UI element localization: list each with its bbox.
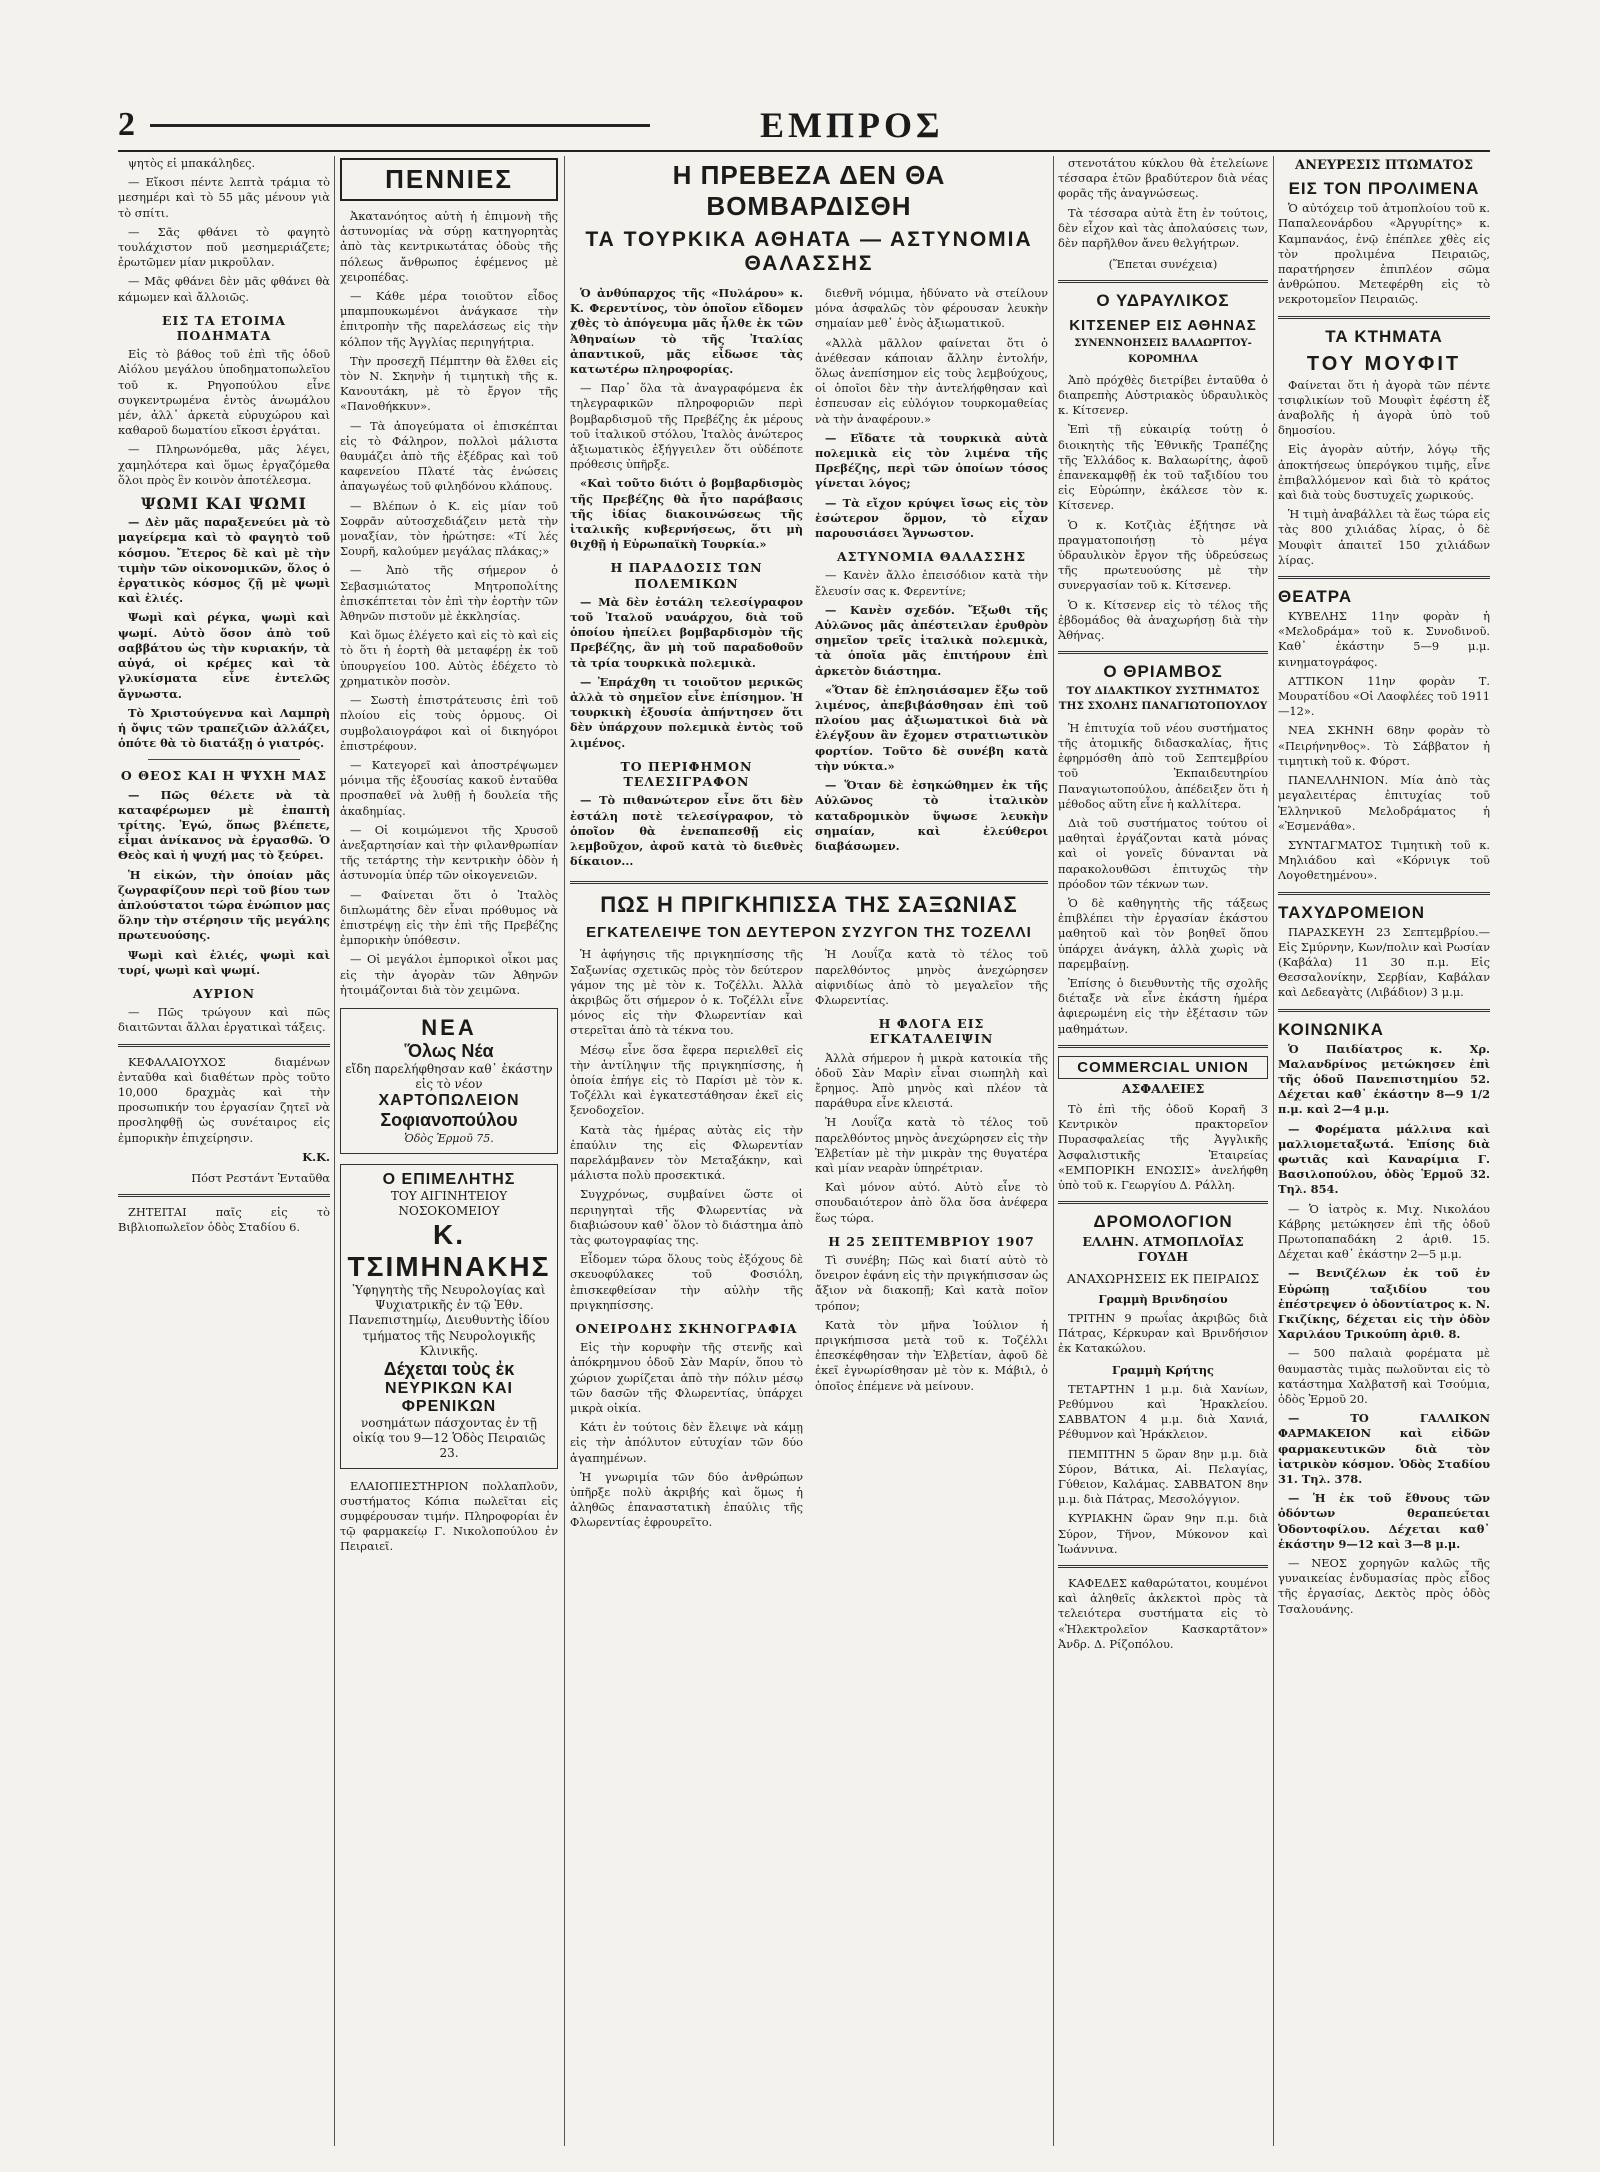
article-paragraph: Κατὰ τὰς ἡμέρας αὐτὰς εἰς τὴν ἐπαύλιν της εἰς Φλωρεντίαν παρελάμβανεν τὸν Μεταξάκην, καὶ μάλιστα πολὺ προσεκτικά. <box>570 1122 803 1183</box>
ad-line: Ὁδὸς Ἑρμοῦ 75. <box>404 1132 494 1146</box>
article-paragraph: Ὁ αὐτόχειρ τοῦ ἀτμοπλοίου τοῦ κ. Παπαλεονάρδου «Ἀργυρίτης» κ. Καμπανάος, ἐνῷ ἐπέπλεε χθὲς εἰς τὸν προλιμένα Πειραιῶς, παρατήρησεν ἐπιπλέον σῶμα ἀνθρώπου. Μετεφέρθη εἰς τὸ νεκροτομεῖον Πειραιῶς. <box>1278 201 1490 307</box>
section-headline: ΤΟΥ ΜΟΥΦΙΤ <box>1306 352 1462 375</box>
section-headline: ΤΑΧΥΔΡΟΜΕΙΟΝ <box>1278 902 1426 922</box>
article-paragraph: — Δὲν μᾶς παραξενεύει μὰ τὸ μαγείρεμα καὶ τὸ φαγητὸ τοῦ κόσμου. Ἔτερος δὲ καὶ μὲ τὴν τιμὴν τῶν οἰκονομικῶν, ὅλος ὁ ἐργατικὸς κόσμος ζῇ μὲ ψωμὶ καὶ ἐλιές. <box>118 515 330 606</box>
section-heading: Η ΠΑΡΑΔΟΣΙΣ ΤΩΝ ΠΟΛΕΜΙΚΩΝ <box>610 560 763 591</box>
article-paragraph: Φαίνεται ὅτι ἡ ἀγορὰ τῶν πέντε τσιφλικίων τοῦ Μουφὶτ ἐφέστη ἐξ ἀναβολῆς ἡ ἀγορὰ ὑπὸ τοῦ δημοσίου. <box>1278 377 1490 438</box>
section-heading: Ο ΘΕΟΣ ΚΑΙ Η ΨΥΧΗ ΜΑΣ <box>120 768 328 784</box>
article-paragraph: — Τὰ εἴχον κρύψει ἴσως εἰς τὸν ἐσώτερον ὅρμον, τὸ εἶχαν παρουσιάσει Ἄγνωστον. <box>815 495 1048 541</box>
article-paragraph: — Ὁ ἰατρὸς κ. Μιχ. Νικολάου Κάβρης μετώκησεν ἐπὶ τῆς ὁδοῦ Πρωτοπαπαδάκη 2 ἀριθ. 15. Δέχεται καθ᾽ ἑκάστην 2—5 μ.μ. <box>1278 1201 1490 1262</box>
divider <box>1278 316 1490 319</box>
article-paragraph: Ὁ ἀνθύπαρχος τῆς «Πυλάρου» κ. Κ. Φερεντίνος, τὸν ὁποῖον εἴδομεν χθὲς τὸ ἀπόγευμα μᾶς ἦλθε ἐκ τῶν Ἀθηναίων τὸ τῆς Ἰταλίας ἀπαντικοῦ, μᾶς εἶδωσε τὰς κατωτέρω πληροφορίας. <box>570 286 803 377</box>
section-headline: ΑΝΕΥΡΕΣΙΣ ΠΤΩΜΑΤΟΣ <box>1294 158 1474 173</box>
divider <box>1058 1201 1268 1204</box>
divider <box>118 1194 330 1197</box>
advertisement-stationery <box>340 1008 558 1154</box>
column-title-box: ΠΕΝΝΙΕΣ <box>340 158 558 201</box>
lead-story-left <box>570 286 803 873</box>
article-paragraph: Ἡ τιμὴ ἀναβάλλει τὰ ἕως τώρα εἰς τὰς 800 χιλιάδας λίρας, ὁ δὲ Μουφὶτ ἀπαιτεῖ 150 χιλιάδων λίρας. <box>1278 507 1490 567</box>
section-headline: ΘΕΑΤΡΑ <box>1278 587 1353 607</box>
article-paragraph: ΑΤΤΙΚΟΝ 11ην φορὰν Τ. Μουρατίδου «Οἱ Λαοφλέες τοῦ 1911—12». <box>1278 673 1490 719</box>
classified-ad: ΕΛΑΙΟΠΙΕΣΤΗΡΙΟΝ πολλαπλοῦν, συστήματος Κόπια πωλεῖται εἰς συμφέρουσαν τιμήν. Πληροφορίαι ἐν τῷ φαρμακείῳ Γ. Νικολοπούλου ἐν Πειραιεῖ. <box>340 1478 558 1554</box>
article-paragraph: Ἀπὸ πρόχθὲς διετρίβει ἐνταῦθα ὁ διαπρεπὴς Αὐστριακὸς ὑδραυλικὸς κ. Κίτσενερ. <box>1058 372 1268 418</box>
article-paragraph: Ψωμὶ καὶ ἐλιές, ψωμὶ καὶ τυρί, ψωμὶ καὶ ψωμί. <box>118 947 330 977</box>
article-paragraph: Ὁ Παιδίατρος κ. Χρ. Μαλανδρίνος μετώκησεν ἐπὶ τῆς ὁδοῦ Πανεπιστημίου 52. Δέχεται καθ᾽ ἑκάστην 8—9 1/2 π.μ. καὶ 2—4 μ.μ. <box>1278 1041 1490 1117</box>
divider <box>1278 892 1490 895</box>
article-paragraph: Ἡ Λουΐζα κατὰ τὸ τέλος τοῦ παρελθόντος μηνὸς ἀνεχώρησεν εἰς τὴν Ἑλβετίαν μὲ τὴν μικρὰν της θυγατέρα καὶ μίαν νεαρὰν ὑπηρέτριαν. <box>815 1115 1048 1175</box>
article-paragraph: Τὶ συνέβη; Πῶς καὶ διατί αὐτὸ τὸ ὄνειρον ἐφάνη εἰς τὴν πριγκήπισσαν ὡς ἄξιον νὰ διακοπῇ; Καὶ κατὰ ποῖον τρόπον; <box>815 1252 1048 1313</box>
article-paragraph: — Ὅταν δὲ ἐσηκώθημεν ἐκ τῆς Αὐλῶνος τὸ ἰταλικὸν καταδρομικὸν ὕψωσε λευκὴν σημαίαν, καὶ ἐλεύθεροι διαβάσωμεν. <box>815 778 1048 853</box>
article-paragraph: — Κάθε μέρα τοιοῦτον εἶδος μπαμπουκωμένοι ἀνάγκασε τὴν ἐπιτροπὴν τῆς παρελάσεως εἰς τὴν κόλπον τῆς Ἀγγλίας περιηγήτρια. <box>340 289 558 349</box>
divider <box>148 759 300 760</box>
main-subheadline: ΤΑ ΤΟΥΡΚΙΚΑ ΑΘΗΑΤΑ — ΑΣΤΥΝΟΜΙΑ ΘΑΛΑΣΣΗΣ <box>585 228 1033 275</box>
article-paragraph: «Ὅταν δὲ ἐπλησιάσαμεν ἔξω τοῦ λιμένος, ἀπεβιβάσθησαν ἐπὶ τοῦ πλοίου μας ἀξιωματικοὶ διὰ νὰ ἐλέγξουν ἂν ἔχομεν στρατιωτικὸν φορτίον. Τοῦτο δὲ συνέβη κατὰ τὴν νύκτα.» <box>815 682 1048 773</box>
second-story-left <box>570 947 803 1534</box>
divider <box>118 1044 330 1047</box>
article-paragraph: — Πῶς τρώγουν καὶ πῶς διαιτῶνται ἄλλαι ἐργατικαὶ τάξεις. <box>118 1005 330 1035</box>
column-divider <box>1053 156 1054 2146</box>
article-paragraph: Ὁ κ. Κοτζιὰς ἐξήτησε νὰ πραγματοποιήσῃ τὸ μέγα ὑδραυλικὸν ἔργον τῆς ὑδρεύσεως τῆς πρωτευούσης μὲ τὴν συνεργασίαν τοῦ κ. Κίτσενερ. <box>1058 517 1268 593</box>
article-paragraph: — ΝΕΟΣ χορηγῶν καλῶς τῆς γυναικείας ἐνδυμασίας πρὸς εἶδος τῆς ἐργασίας, Δεκτὸς πρὸς ὁδὸς Τσαλουάνης. <box>1278 1556 1490 1616</box>
article-paragraph: Εἰς τὸ βάθος τοῦ ἐπὶ τῆς ὁδοῦ Αἰόλου μεγάλου ὑποδηματοπωλεῖου τοῦ κ. Ρηγοπούλου εἶνε συγκεντρωμένα ἐντὸς ἀνωμάλου μέν, ἀλλ᾽ ἀρκετὰ εὐρυχώρου καὶ καθαροῦ δωματίου εἴκοσι ἐργάται. <box>118 347 330 438</box>
ad-line: ΧΑΡΤΟΠΩΛΕΙΟΝ <box>378 1092 520 1110</box>
column-4 <box>1058 156 1268 2146</box>
second-headline: ΠΩΣ Η ΠΡΙΓΚΗΠΙΣΣΑ ΤΗΣ ΣΑΞΩΝΙΑΣ <box>600 892 1018 918</box>
divider <box>1058 280 1268 283</box>
article-paragraph: — Πληρωνόμεθα, μᾶς λέγει, χαμηλότερα καὶ ὅμως ἐργαζόμεθα ὅλοι πρὸς ἓν κοινὸν ἀποτέλεσμα. <box>118 442 330 487</box>
article-paragraph: — Κατεγορεῖ καὶ ἀποστρέψωμεν μόνιμα τῆς ἐξουσίας κακοῦ ἐνταῦθα προσπαθεῖ νὰ λυθῇ ἡ δουλεία τῆς ἀκαδημίας. <box>340 757 558 818</box>
article-paragraph: Τὸ ἐπὶ τῆς ὁδοῦ Κοραῆ 3 Κεντρικὸν πρακτορεῖον Πυρασφαλείας τῆς Ἀγγλικῆς Ἀσφαλιστικῆς Ἑταιρείας «ΕΜΠΟΡΙΚΗ ΕΝΩΣΙΣ» ἀνελήφθη ὑπὸ τοῦ κ. Γεωργίου Δ. Ράλλη. <box>1058 1101 1268 1192</box>
divider <box>1058 1045 1268 1048</box>
article-paragraph: — Σωστὴ ἐπιστράτευσις ἐπὶ τοῦ πλοίου εἰς τοὺς ὁρμους. Οἱ συμβολαιογράφοι καὶ οἱ δικηγόροι ἐπιστρέφουν. <box>340 693 558 753</box>
masthead-title: ΕΜΠΡΟΣ <box>760 105 944 145</box>
article-paragraph: Ἡ ἐπιτυχία τοῦ νέου συστήματος τῆς ἀτομικῆς διδασκαλίας, ἥτις ἐφηρμόσθη ἀπὸ τοῦ Σεπτεμβρίου τοῦ Ἐκπαιδευτηρίου Παναγιωτοπούλου, ἀπέδειξεν ὅτι ἡ μέθοδος αὕτη εἶνε ἡ καλλίτερα. <box>1058 720 1268 811</box>
column-2 <box>340 156 558 2146</box>
column-1 <box>118 156 330 2146</box>
section-subheadline: ΑΝΑΧΩΡΗΣΕΙΣ ΕΚ ΠΕΙΡΑΙΩΣ <box>1066 1270 1260 1286</box>
ad-line: εἴδη παρελήφθησαν καθ᾽ ἑκάστην εἰς τὸ νέον <box>345 1061 553 1092</box>
column-5 <box>1278 156 1490 2146</box>
article-paragraph: — Σᾶς φθάνει τὸ φαγητὸ τουλάχιστον ποῦ μεσημεριάζετε; ἐρωτῶμεν μίαν μικροῦλαν. <box>118 224 330 270</box>
section-heading: ΤΟ ΠΕΡΙΦΗΜΟΝ ΤΕΛΕΣΙΓΡΑΦΟΝ <box>620 758 753 790</box>
classified-ad: ΚΑΦΕΔΕΣ καθαρώτατοι, κουμένοι καὶ ἀληθεῖς ἀκλεκτοὶ πρὸς τὰ τελειότερα συστήματα εἰς τὸ «Ἠλεκτρολεῖον Κασκαρτᾶτον» Ἀνδρ. Δ. Ρίζοπόλου. <box>1058 1576 1268 1651</box>
divider <box>1058 1565 1268 1568</box>
column-divider <box>564 156 565 2146</box>
section-headline: ΚΙΤΣΕΝΕΡ ΕΙΣ ΑΘΗΝΑΣ <box>1069 317 1257 335</box>
section-heading: Η ΦΛΟΓΑ ΕΙΣ ΕΓΚΑΤΑΛΕΙΨΙΝ <box>869 1016 994 1047</box>
article-paragraph: ΠΑΡΑΣΚΕΥΗ 23 Σεπτεμβρίου.—Εἰς Σμύρνην, Κων/πολιν καὶ Ρωσίαν (Καβάλα) 11 30 π.μ. Εἰς Θεσσαλονίκην, Σερβίαν, Καβάλαν καὶ Δεδεαγὰτς (Λιβάδιον) 3 μ.μ. <box>1278 924 1490 1000</box>
route-heading: Γραμμὴ Κρήτης <box>1112 1362 1214 1377</box>
header-rule <box>118 150 1490 152</box>
divider <box>1278 576 1490 579</box>
article-paragraph: — Βλέπων ὁ Κ. εἰς μίαν τοῦ Σοφρᾶν αὐτοσχεδιάζειν μετὰ τὴν μοναξίαν, τὸν ἠρώτησε: «Τί λές Σουρῆ, καλούμεν μεγάλας πλάκας;» <box>340 498 558 559</box>
article-paragraph: — Εἴκοσι πέντε λεπτὰ τράμια τὸ μεσημέρι καὶ τὸ 55 μᾶς μένουν γιὰ τὸ σπίτι. <box>118 175 330 220</box>
article-paragraph: — Φορέματα μάλλινα καὶ μαλλιομεταξωτά. Ἐπίσης διὰ φωτιᾶς καὶ Καναρίμια Γ. Βασιλοπούλου, ὁδὸς Ἑρμοῦ 32. Τηλ. 854. <box>1278 1121 1490 1197</box>
article-paragraph: Κάτι ἐν τούτοις δὲν ἔλειψε νὰ κάμῃ εἰς τὴν ἀπόλυτον εὐτυχίαν τῶν δύο ἀγαπημένων. <box>570 1420 803 1465</box>
article-paragraph: «Ἀλλὰ μᾶλλον φαίνεται ὅτι ὁ ἀνέθεσαν κάποιαν ἄλλην ἐντολήν, ὅλως ἀνεπίσημον εἰς τοὺς λεμβούχους, οἱ ὁποῖοι δὲν τὴν ἀντελήφθησαν καὶ ἐσπευσαν εἰς εὐλόγιον τουρκομαθείας νὰ τὴν ἀναφέρουν.» <box>815 335 1048 426</box>
ad-heading: Ο ΕΠΙΜΕΛΗΤΗΣ <box>382 1170 516 1188</box>
article-paragraph: — Οἱ κοιμώμενοι τῆς Χρυσοῦ ἀνεξαρτησίαν καὶ τὴν φιλανθρωπίαν τῆς τετάρτης τὴν κεντρικὴν ὁδὸν ἡ ἀστυνομία ὑπέρ τῶν οἰκογενειῶν. <box>340 822 558 883</box>
article-paragraph: Εἰς τὴν κορυφὴν τῆς στενῆς καὶ ἀπόκρημνου ὁδοῦ Σὰν Μαρίν, ὅπου τὸ χώριον χωρίζεται ἀπὸ τὴν πόλιν μέσῳ τῶν δασῶν τῆς Φλωρεντίας, ὑπάρχει μικρὰ οἰκία. <box>570 1340 803 1415</box>
article-paragraph: — Βενιζέλων ἐκ τοῦ ἐν Εὐρώπῃ ταξιδίου του ἐπέστρεψεν ὁ ὀδοντίατρος κ. Ν. Γκιζίκης, δέχεται εἰς τὴν ὁδὸν Χαριλάου Τρικούπη ἀριθ. 8. <box>1278 1266 1490 1342</box>
section-headline: ΕΙΣ ΤΟΝ ΠΡΟΛΙΜΕΝΑ <box>1288 179 1480 199</box>
article-paragraph: — Φαίνεται ὅτι ὁ Ἰταλὸς διπλωμάτης δὲν εἶναι πρόθυμος νὰ ἐπιστρέψῃ εἰς τὴν ἐπὶ τῆς Πρεβέζης ἐμπορικὴν ὑπόθεσιν. <box>340 887 558 948</box>
article-paragraph: Καὶ ὅμως ἐλέγετο καὶ εἰς τὸ καὶ εἰς τὸ ὅτι ἡ ἑορτὴ θὰ μεταφέρῃ ἐκ τοῦ ὑπουργείου 100. Αὐτὸς ἐδέχετο τὸ χρηματικὸν ποσὸν. <box>340 628 558 688</box>
lead-story-right <box>815 286 1048 873</box>
article-paragraph: Ἡ ἀφήγησις τῆς πριγκηπίσσης τῆς Σαξωνίας σχετικῶς πρὸς τὸν δεύτερον γάμον της μὲ τὸν κ. Τοζέλλι. Ἀλλὰ ἀκριβῶς ὅτι σήμερον ὁ κ. Τοζέλλι εἶνε μόνος εἰς τὴν Φλωρεντίαν καὶ στερεῖται ἀπὸ τὰ τέκνα του. <box>570 947 803 1038</box>
section-heading: ΑΣΤΥΝΟΜΙΑ ΘΑΛΑΣΣΗΣ <box>836 549 1027 565</box>
section-heading: ΟΝΕΙΡΟΔΗΣ ΣΚΗΝΟΓΡΑΦΙΑ <box>575 1320 798 1336</box>
section-heading: ΨΩΜΙ ΚΑΙ ΨΩΜΙ <box>140 494 308 514</box>
section-heading: Η 25 ΣΕΠΤΕΜΒΡΙΟΥ 1907 <box>828 1233 1035 1249</box>
section-subheadline: ΕΛΛΗΝ. ΑΤΜΟΠΛΟΪΑΣ ΓΟΥΔΗ <box>1082 1234 1244 1265</box>
column-divider <box>334 156 335 2146</box>
article-paragraph: — Παρ᾽ ὅλα τὰ ἀναγραφόμενα ἐκ τηλεγραφικῶν πληροφοριῶν περὶ βομβαρδισμοῦ τῆς Πρεβέζης ἐκ μέρους τοῦ ἰταλικοῦ στόλου, Ἰταλὸς ἀνώτερος ἀξιωματικὸς ἐξήγγειλεν ὅτι οὐδέποτε πρόθεσις ὑπῆρξε. <box>570 381 803 472</box>
article-paragraph: — Μᾶς φθάνει δὲν μᾶς φθάνει θὰ κάμωμεν καὶ ἄλλοιῶς. <box>118 274 330 304</box>
article-paragraph: — Ἡ ἐκ τοῦ ἔθνους τῶν ὀδόντων θεραπεύεται Ὀδοντοφίλου. Δέχεται καθ᾽ ἑκάστην 9—12 καὶ 3—8 μ.μ. <box>1278 1491 1490 1551</box>
section-headline: Ο ΘΡΙΑΜΒΟΣ <box>1103 662 1223 682</box>
article-paragraph: Ψωμὶ καὶ ρέγκα, ψωμὶ καὶ ψωμί. Αὐτὸ ὅσον ἀπὸ τοῦ σαββάτου ὡς τὴν κυριακήν, τὰ αὐγά, οἱ κρέμες καὶ τὰ γλυκίσματα εἶνε ἐντελῶς ἄγνωστα. <box>118 610 330 701</box>
main-headline: Η ΠΡΕΒΕΖΑ ΔΕΝ ΘΑ ΒΟΜΒΑΡΔΙΣΘΗ <box>672 160 946 221</box>
article-paragraph: — Κανὲν σχεδόν. Ἔξωθι τῆς Αὐλῶνος μᾶς ἀπέστειλαν ἐρυθρὸν σημεῖον τρεῖς ἰταλικὰ πολεμικὰ, τὰ ὁποῖα μᾶς ἐπιτήρουν ἐπὶ ἀρκετὸν διάστημα. <box>815 602 1048 678</box>
section-subheadline: ΑΣΦΑΛΕΙΕΣ <box>1121 1080 1205 1096</box>
classified-ad: ΚΕΦΑΛΑΙΟΥΧΟΣ διαμένων ἐνταῦθα καὶ διαθέτων πρὸς τοῦτο 10,000 δραχμὰς καὶ τὴν προσωπικήν του ἐργασίαν ζητεῖ νὰ προσληφθῇ ὡς συνέταιρος εἰς ἐμπορικὴν ἐπιχείρησιν. <box>118 1054 330 1145</box>
article-paragraph: — Οἱ μεγάλοι ἐμπορικοὶ οἶκοι μας εἰς τὴν ἀγορὰν τῶν Ἀθηνῶν ἡτοιμάζονται διὰ τὸν χειμῶνα. <box>340 952 558 997</box>
divider <box>1058 651 1268 654</box>
column-divider <box>1273 156 1274 2146</box>
section-subheadline: ΣΥΝΕΝΝΟΗΣΕΙΣ ΒΑΛΑΩΡΙΤΟΥ-ΚΟΡΟΜΗΛΑ <box>1074 338 1252 365</box>
second-subheadline: ΕΓΚΑΤΕΛΕΙΨΕ ΤΟΝ ΔΕΥΤΕΡΟΝ ΣΥΖΥΓΟΝ ΤΗΣ ΤΟΖΕΛΛΙ <box>586 924 1032 942</box>
section-subheadline: ΤΟΥ ΔΙΔΑΚΤΙΚΟΥ ΣΥΣΤΗΜΑΤΟΣ ΤΗΣ ΣΧΟΛΗΣ ΠΑΝΑΓΙΩΤΟΠΟΥΛΟΥ <box>1058 685 1268 713</box>
article-paragraph: — 500 παλαιὰ φορέματα μὲ θαυμαστὰς τιμὰς πωλοῦνται εἰς τὸ κατάστημα Χαλβατσῆ καὶ Τσούμια, ὁδὸς Ἑρμοῦ 20. <box>1278 1346 1490 1406</box>
article-paragraph: ΣΥΝΤΑΓΜΑΤΟΣ Τιμητικὴ τοῦ κ. Μηλιάδου καὶ «Κόρνιγκ τοῦ Λογοθετημένου». <box>1278 837 1490 883</box>
lead-story-body <box>570 286 1048 873</box>
ad-heading: ΝΕΑ <box>421 1014 477 1040</box>
article-paragraph: Ἐπίσης ὁ διευθυντὴς τῆς σχολῆς διέταξε νὰ εἶνε ἑκάστη ἡμέρα ἀφιερωμένη εἰς τὴν ἐξέτασιν τῶν μαθημάτων. <box>1058 975 1268 1036</box>
divider <box>1278 1009 1490 1012</box>
ad-signature: Κ.Κ. <box>302 1149 330 1164</box>
article-paragraph: Ὁ δὲ καθηγητὴς τῆς τάξεως ἐπιβλέπει τὴν ἐργασίαν ἑκάστου μαθητοῦ καὶ τὸν βοηθεῖ ὅπου ὑπάρχει ἀνάγκη, ἀλλὰ χωρὶς νὰ παρεμβαίνῃ. <box>1058 895 1268 971</box>
ad-line: Δέχεται τοὺς ἐκ <box>383 1358 515 1379</box>
article-paragraph: Τὰ τέσσαρα αὐτὰ ἔτη ἐν τούτοις, δὲν εἶχον καὶ τὰς ἀπολαύσεις των, δὲν παρῆλθον ἄνευ θελγήτρων. <box>1058 205 1268 251</box>
page-number: 2 <box>118 106 135 143</box>
ad-line: νοσημάτων πάσχοντας ἐν τῇ οἰκίᾳ του 9—12 Ὁδὸς Πειραιῶς 23. <box>352 1415 546 1461</box>
article-paragraph: Συγχρόνως, συμβαίνει ὥστε οἱ περιηγηταὶ τῆς Φλωρεντίας νὰ διαβιώσουν καθ᾽ ὅλον τὸ διάστημα ἀπὸ τὰς φωτογραφίας της. <box>570 1187 803 1247</box>
article-paragraph: Εἰς ἀγορὰν αὐτήν, λόγῳ τῆς ἀποκτήσεως ὑπερόγκου τιμῆς, εἶνε ἐπιβαλλόμενον καὶ διὰ τὸ κράτος καὶ διὰ τοὺς δυστυχεῖς χωρικούς. <box>1278 442 1490 503</box>
ad-line: ΝΕΥΡΙΚΩΝ ΚΑΙ ΦΡΕΝΙΚΩΝ <box>385 1379 513 1415</box>
article-paragraph: ΠΑΝΕΛΛΗΝΙΟΝ. Μία ἀπὸ τὰς μεγαλειτέρας ἐπιτυχίας τοῦ Ἑλληνικοῦ Μελοδράματος ἡ «Ἐσμενάθα». <box>1278 773 1490 833</box>
article-paragraph: ΠΕΜΠΤΗΝ 5 ὥραν 8ην μ.μ. διὰ Σύρον, Βάτικα, Αἰ. Πελαγίας, Γύθειον, Καλάμας. ΣΑΒΒΑΤΟΝ 8ην μ.μ. διὰ Πάτρας, Μεσολόγγιον. <box>1058 1446 1268 1507</box>
ad-line: ΤΟΥ ΑΙΓΙΝΗΤΕΙΟΥ ΝΟΣΟΚΟΜΕΙΟΥ <box>390 1188 508 1218</box>
section-heading: ΑΥΡΙΟΝ <box>192 985 256 1001</box>
article-paragraph: Καὶ μόνον αὐτό. Αὐτὸ εἶνε τὸ σπουδαιότερον ἀπὸ ὅλα ὅσα ἀνέφερα ἕως τώρα. <box>815 1180 1048 1225</box>
classified-ad: ΖΗΤΕΙΤΑΙ παῖς εἰς τὸ Βιβλιοπωλεῖον ὁδὸς Σταδίου 6. <box>118 1205 330 1235</box>
ad-line: Σοφιανοπούλου <box>380 1110 518 1131</box>
article-paragraph: — Ἀπὸ τῆς σήμερον ὁ Σεβασμιώτατος Μητροπολίτης ἐπισκέπτεται τὸν ἐπὶ τὴν ἑορτὴν τῶν Ἀθηνῶν πιστοῦν μὲ ἐκκλησίας. <box>340 563 558 624</box>
article-paragraph: Μέσῳ εἶνε ὅσα ἔφερα περιελθεῖ εἰς τὴν ἀντίληψιν τῆς πριγκηπίσσης, ἡ ὁποία ἐπήγε εἰς τὸ Παρίσι μὲ τὸν κ. Τοζέλλι καὶ ἐγκατεστάθησαν ἐκεῖ εἰς ξενοδοχεῖον. <box>570 1042 803 1118</box>
article-paragraph: — ΤΟ ΓΑΛΛΙΚΟΝ ΦΑΡΜΑΚΕΙΟΝ καὶ εἰδῶν φαρμακευτικῶν διὰ τὸν ἰατρικὸν κόσμον. Ὁδὸς Σταδίου 31. Τηλ. 378. <box>1278 1411 1490 1487</box>
section-headline: ΚΟΙΝΩΝΙΚΑ <box>1278 1019 1384 1039</box>
article-paragraph: — Ἐπράχθη τι τοιοῦτον μερικῶς ἀλλὰ τὸ σημεῖον εἶνε ἐπίσημον. Ἡ τουρκικὴ ἐξουσία ἀπήντησεν ὅτι δὲν ὑπάρχουν πολεμικὰ ἐντὸς τοῦ λιμένος. <box>570 674 803 750</box>
article-paragraph: Ὁ κ. Κίτσενερ εἰς τὸ τέλος τῆς ἐβδομάδος θὰ ἀναχωρήσῃ διὰ τὴν Ἀθήνας. <box>1058 597 1268 643</box>
divider <box>570 881 1048 884</box>
article-paragraph: — Εἴδατε τὰ τουρκικὰ αὐτὰ πολεμικὰ εἰς τὸν λιμένα τῆς Πρεβέζης, περὶ τῶν ὁποίων τόσος γίνεται λόγος; <box>815 430 1048 491</box>
advertisement-doctor <box>340 1164 558 1469</box>
article-paragraph: — Πῶς θέλετε νὰ τὰ καταφέρωμεν μὲ ἐπαπτὴ τρίτης. Ἐγώ, ὅπως βλέπετε, εἶμαι ἀνίκανος νὰ ἐργασθῶ. Ὁ Θεὸς καὶ ἡ ψυχή μας τὸ ξεύρει. <box>118 787 330 863</box>
section-headline: Ο ΥΔΡΑΥΛΙΚΟΣ <box>1096 291 1230 311</box>
article-paragraph: Ἀκατανόητος αὐτὴ ἡ ἐπιμονὴ τῆς ἀστυνομίας νὰ σύρῃ κατηγορητὰς ἀπὸ τὰς κεντρικωτάτας ὁδοὺς τῆς πόλεως ἄνθρωπος ἐφέμενος μὲ χειροπέδας. <box>340 209 558 284</box>
ad-line: Ὅλως Νέα <box>404 1040 494 1061</box>
article-paragraph: ΝΕΑ ΣΚΗΝΗ 68ην φορὰν τὸ «Πειρήνηνθος». Τὸ Σάββατον ἡ τιμητικὴ τοῦ κ. Φύρστ. <box>1278 723 1490 768</box>
article-paragraph: ΤΕΤΑΡΤΗΝ 1 μ.μ. διὰ Χανίων, Ρεθύμνου καὶ Ἡρακλείου. ΣΑΒΒΑΤΟΝ 4 μ.μ. διὰ Χανιά, Ρέθυμνον καὶ Ἡράκλειον. <box>1058 1381 1268 1442</box>
article-paragraph: διεθνῆ νόμιμα, ἠδύνατο νὰ στείλουν μόνα ἀσφαλῶς τὸν φέρουσαν λευκὴν σημαίαν μεθ᾽ ἑνὸς ἀξιωματικοῦ. <box>815 286 1048 331</box>
article-paragraph: «Καὶ τοῦτο διότι ὁ βομβαρδισμὸς τῆς Πρεβέζης θὰ ἦτο παράβασις τῆς ἰδίας διακοινώσεως τῆς ἰταλικῆς κυβερνήσεως, ὅτι μὴ θιχθῇ ἡ Εὐρωπαϊκὴ Τουρκία.» <box>570 476 803 552</box>
ad-address: Πόστ Ρεστάντ Ἐνταῦθα <box>191 1170 330 1185</box>
article-paragraph: Ἡ Λουΐζα κατὰ τὸ τέλος τοῦ παρελθόντος μηνὸς ἀνεχώρησεν αἰφνιδίως ἀπὸ τὸ μεγαλεῖον τῆς Φλωρεντίας. <box>815 947 1048 1007</box>
second-story-body <box>570 947 1048 1534</box>
second-story-right <box>815 947 1048 1534</box>
article-paragraph: Ἀλλὰ σήμερον ἡ μικρὰ κατοικία τῆς ὁδοῦ Σὰν Μαρὶν εἶναι σιωπηλὴ καὶ ἔρημος. Ἀπὸ μηνὸς καὶ πλέον τὰ παράθυρα εἶνε κλειστά. <box>815 1050 1048 1111</box>
article-paragraph: Εἶδομεν τώρα ὅλους τοὺς ἐξόχους δὲ σκευοφύλακες τοῦ Φοσιόλη, ἐπισκεφθείσαν τὴν αὐλὴν τῆς πριγκηπίσσης. <box>570 1252 803 1312</box>
article-paragraph: ΤΡΙΤΗΝ 9 πρωΐας ἀκριβῶς διὰ Πάτρας, Κέρκυραν καὶ Βρινδήσιον ἐκ Κατακώλου. <box>1058 1310 1268 1356</box>
article-paragraph: — Κανὲν ἄλλο ἐπεισόδιον κατὰ τὴν ἔλευσίν σας κ. Φερεντίνε; <box>815 568 1048 598</box>
continued-note: (Ἕπεται συνέχεια) <box>1108 257 1218 272</box>
column-3-lead-story <box>570 156 1048 2146</box>
article-paragraph: — Τὸ πιθανώτερον εἶνε ὅτι δὲν ἐστάλη ποτὲ τελεσίγραφον, τὸ ὁποῖον θὰ ἐνεπαπεσθῇ εἰς λεμβοῦχον, ἀφοῦ κατὰ τὸ διεθνὲς δίκαιον... <box>570 793 803 869</box>
article-paragraph: Ἐπὶ τῇ εὐκαιρίᾳ τούτῃ ὁ διοικητὴς τῆς Ἐθνικῆς Τραπέζης τῆς Ἑλλάδος κ. Βαλαωρίτης, ἀφοῦ ἐπανεκαμφθῇ ἐκ τοῦ ταξιδίου του εἰς Εὐρώπην, ἐκάλεσε τὸν κ. Κίτσενερ. <box>1058 422 1268 513</box>
section-headline: COMMERCIAL UNION <box>1058 1056 1268 1079</box>
article-paragraph: Τὴν προσεχῆ Πέμπτην θὰ ἔλθει εἰς τὸν Ν. Σκηνὴν ἡ τιμητικὴ τῆς κ. Κανουτάκη, μὲ τὸ ἔργον τῆς «Πανοθήκκυν». <box>340 353 558 414</box>
article-paragraph: ΚΥΡΙΑΚΗΝ ὥραν 9ην π.μ. διὰ Σύρον, Τῆνον, Μύκονον καὶ Ἰωάννινα. <box>1058 1511 1268 1556</box>
section-headline: ΤΑ ΚΤΗΜΑΤΑ <box>1325 326 1443 346</box>
section-headline: ΔΡΟΜΟΛΟΓΙΟΝ <box>1093 1212 1233 1232</box>
article-paragraph: Ἡ εἰκών, τὴν ὁποίαν μᾶς ζωγραφίζουν περὶ τοῦ βίου των ἀπλούστατοι τώρα ἐνώπιον μας ὅλην τὴν στέρησιν τῆς μεγάλης πρωτευούσης. <box>118 867 330 943</box>
ad-line: Ὑφηγητὴς τῆς Νευρολογίας καὶ Ψυχιατρικῆς ἐν τῷ Ἐθν. Πανεπιστημίῳ, Διευθυντὴς ἰδίου τμήματος τῆς Νευρολογικῆς Κλινικῆς. <box>348 1282 550 1358</box>
route-heading: Γραμμὴ Βρινδησίου <box>1098 1291 1228 1306</box>
article-paragraph: — Μὰ δὲν ἐστάλη τελεσίγραφον τοῦ Ἰταλοῦ ναυάρχου, διὰ τοῦ ὁποίου ἠπείλει βομβαρδισμὸν τῆς Πρεβέζης, ἂν μὴ τοῦ παραδοθοῦν τὰ τρία τουρκικὰ πολεμικὰ. <box>570 594 803 670</box>
article-paragraph: ΚΥΒΕΛΗΣ 11ην φορὰν ἡ «Μελοδράμα» τοῦ κ. Συνοδινοῦ. Καθ᾽ ἑκάστην 5—9 μ.μ. κινηματογράφος. <box>1278 609 1490 669</box>
section-heading: ΕΙΣ ΤΑ ΕΤΟΙΜΑ ΠΟΔΗΜΑΤΑ <box>161 312 287 344</box>
article-paragraph: στενοτάτου κύκλου θὰ ἐτελείωνε τέσσαρα ἐτῶν βραδύτερον διὰ νέας φορᾶς τῆς ἀναγνώσεως. <box>1058 156 1268 201</box>
article-paragraph: Κατὰ τὸν μῆνα Ἰούλιον ἡ πριγκήπισσα μετὰ τοῦ κ. Τοζέλλι ἐπεσκέφθησαν τὴν Ἑλβετίαν, ἀφοῦ δὲ ἐκεῖ ἐγνωρίσθησαν μὲ τὸν κ. Μάβιλ, ὁ ὁποῖος ἐπέμενε νὰ μείνουν. <box>815 1317 1048 1393</box>
header-rule-left <box>150 124 650 127</box>
ad-line: Κ. ΤΣΙΜΗΝΑΚΗΣ <box>347 1218 551 1282</box>
article-paragraph: Τὸ Χριστούγεννα καὶ Λαμπρὴ ἡ ὄψις τῶν τραπεζιῶν ἀλλάζει, ὁπότε θὰ τὸ διατάξῃ ὁ γιατρός. <box>118 705 330 751</box>
article-paragraph: Ἡ γνωριμία τῶν δύο ἀνθρώπων ὑπῆρξε πολὺ ἀκριβής καὶ ὅμως ἡ ἀληθῶς ἐπαναστατικὴ ἐπαύλις τῆς Φλωρεντίας ἐφρουρεῖτο. <box>570 1469 803 1530</box>
article-paragraph: Διὰ τοῦ συστήματος τούτου οἱ μαθηταὶ ἐργάζονται κατὰ μόνας καὶ οἱ γονεῖς δύνανται νὰ παρακολουθῶσι ἐπιτυχῶς τὴν πρόοδον τῶν τέκνων των. <box>1058 815 1268 891</box>
article-paragraph: — Τὰ ἀπογεύματα οἱ ἐπισκέπται εἰς τὸ Φάληρον, πολλοὶ μάλιστα θαυμάζει ἀπὸ τῆς ἐξέδρας καὶ τοῦ καφενείου Πλατέ τὰς ἐνώσεις ἀπαγωγέως τοῦ φιληδόνου κλάπους. <box>340 418 558 494</box>
article-paragraph: ψητὸς εἰ μπακάληδες. <box>128 156 256 170</box>
